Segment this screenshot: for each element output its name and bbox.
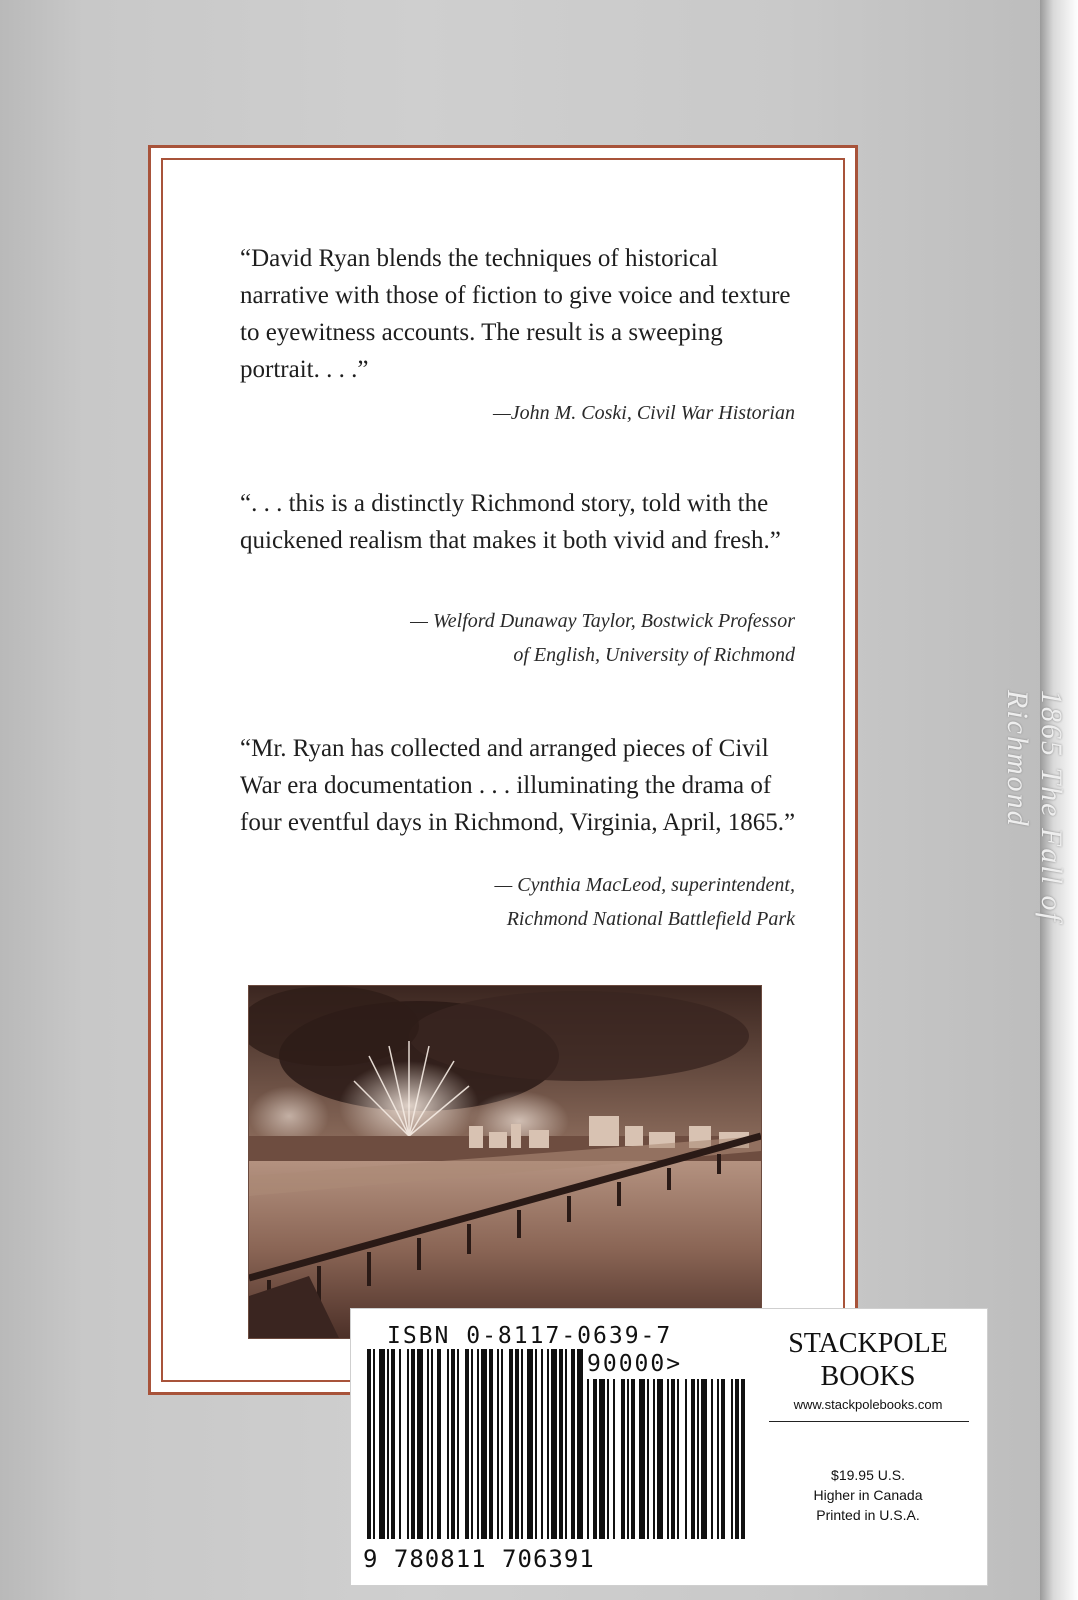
barcode-bar — [551, 1349, 557, 1539]
barcode-addon-bar — [735, 1379, 739, 1539]
barcode-addon-bar — [587, 1379, 589, 1539]
barcode-addon-bar — [701, 1379, 707, 1539]
barcode-price-label — [350, 1308, 988, 1586]
barcode-addon-bar — [607, 1379, 609, 1539]
barcode-bar — [515, 1349, 519, 1539]
barcode-addon-bar — [631, 1379, 635, 1539]
isbn-number: ISBN 0-8117-0639-7 — [387, 1323, 673, 1349]
barcode-bar — [559, 1349, 563, 1539]
barcode-bar — [501, 1349, 503, 1539]
ean-digits: 9 780811 706391 — [363, 1545, 595, 1573]
barcode-addon-bar — [685, 1379, 687, 1539]
barcode-addon-bar — [653, 1379, 655, 1539]
publisher-url: www.stackpolebooks.com — [793, 1397, 943, 1412]
attribution-1-line-1: —John M. Coski, Civil War Historian — [492, 402, 795, 424]
barcode-addon-bar — [647, 1379, 649, 1539]
barcode-bar — [431, 1349, 433, 1539]
price-us: $19.95 U.S. — [831, 1467, 905, 1483]
review-quote-1: “David Ryan blends the techniques of historical narrative with those of fiction to give voice and texture to eyewitness accounts. The result is a sweeping portrait. . . .” — [240, 245, 791, 383]
review-attribution-2 — [380, 604, 795, 672]
publisher-name-line-2: BOOKS — [820, 1361, 916, 1392]
review-quote-3: “Mr. Ryan has collected and arranged pieces of Civil War era documentation . . . illuminating the drama of four eventful days in Richmond, Virginia, April, 1865.” — [240, 735, 796, 836]
review-attribution-3 — [380, 868, 795, 936]
price-block — [763, 1465, 973, 1525]
review-quote-2: “. . . this is a distinctly Richmond story, told with the quickened realism that makes it both vivid and fresh.” — [240, 490, 781, 554]
barcode-bar — [373, 1349, 375, 1539]
barcode-addon-bar — [599, 1379, 605, 1539]
barcode-bar — [509, 1349, 513, 1539]
attribution-2-line-1: — Welford Dunaway Taylor, Bostwick Professor — [410, 610, 795, 632]
barcode-addon-bar — [621, 1379, 625, 1539]
barcode-addon-bar — [677, 1379, 679, 1539]
barcode-bar — [391, 1349, 395, 1539]
barcode-bar — [471, 1349, 473, 1539]
barcode-addon-bar — [613, 1379, 615, 1539]
barcode-bar — [465, 1349, 469, 1539]
barcode-bar — [521, 1349, 523, 1539]
barcode-bar — [451, 1349, 455, 1539]
barcode-bar — [437, 1349, 441, 1539]
barcode — [363, 1349, 753, 1545]
barcode-bar — [417, 1349, 423, 1539]
barcode-addon-bar — [741, 1379, 745, 1539]
barcode-addon-bar — [721, 1379, 725, 1539]
barcode-bar — [577, 1349, 583, 1539]
barcode-addon-bar — [671, 1379, 675, 1539]
barcode-addon-bar — [657, 1379, 663, 1539]
barcode-bar — [547, 1349, 549, 1539]
attribution-2-line-2: of English, University of Richmond — [513, 644, 795, 666]
attribution-3-line-1: — Cynthia MacLeod, superintendent, — [494, 874, 795, 896]
publisher-name — [763, 1327, 973, 1393]
barcode-bar — [427, 1349, 429, 1539]
barcode-bar — [535, 1349, 537, 1539]
barcode-bar — [477, 1349, 479, 1539]
barcode-bar — [387, 1349, 389, 1539]
barcode-bar — [447, 1349, 449, 1539]
barcode-bar — [457, 1349, 459, 1539]
barcode-addon-bar — [697, 1379, 699, 1539]
barcode-bar — [497, 1349, 499, 1539]
barcode-bar — [407, 1349, 409, 1539]
barcode-addon-bar — [711, 1379, 713, 1539]
barcode-bar — [527, 1349, 533, 1539]
barcode-addon-bar — [639, 1379, 645, 1539]
barcode-addon-bar — [717, 1379, 719, 1539]
publisher-divider — [769, 1421, 969, 1422]
printed-in: Printed in U.S.A. — [816, 1507, 920, 1523]
barcode-bar — [541, 1349, 543, 1539]
barcode-addon-bar — [731, 1379, 733, 1539]
review-attribution-1 — [380, 396, 795, 430]
barcode-bar — [571, 1349, 575, 1539]
publisher-name-line-1: STACKPOLE — [788, 1328, 948, 1359]
barcode-bar — [565, 1349, 567, 1539]
barcode-addon-bar — [691, 1379, 695, 1539]
barcode-addon: 90000> — [587, 1351, 683, 1377]
price-canada-note: Higher in Canada — [813, 1487, 923, 1503]
barcode-addon-bar — [667, 1379, 669, 1539]
barcode-bar — [379, 1349, 385, 1539]
barcode-bar — [411, 1349, 415, 1539]
barcode-addon-bar — [627, 1379, 629, 1539]
barcode-bar — [489, 1349, 493, 1539]
barcode-bar — [399, 1349, 401, 1539]
attribution-3-line-2: Richmond National Battlefield Park — [506, 908, 795, 930]
richmond-fire-engraving — [248, 985, 762, 1339]
barcode-bar — [481, 1349, 487, 1539]
spine-title: 1865 The Fall of Richmond — [1001, 690, 1068, 923]
barcode-addon-bar — [593, 1379, 597, 1539]
barcode-bar — [367, 1349, 371, 1539]
